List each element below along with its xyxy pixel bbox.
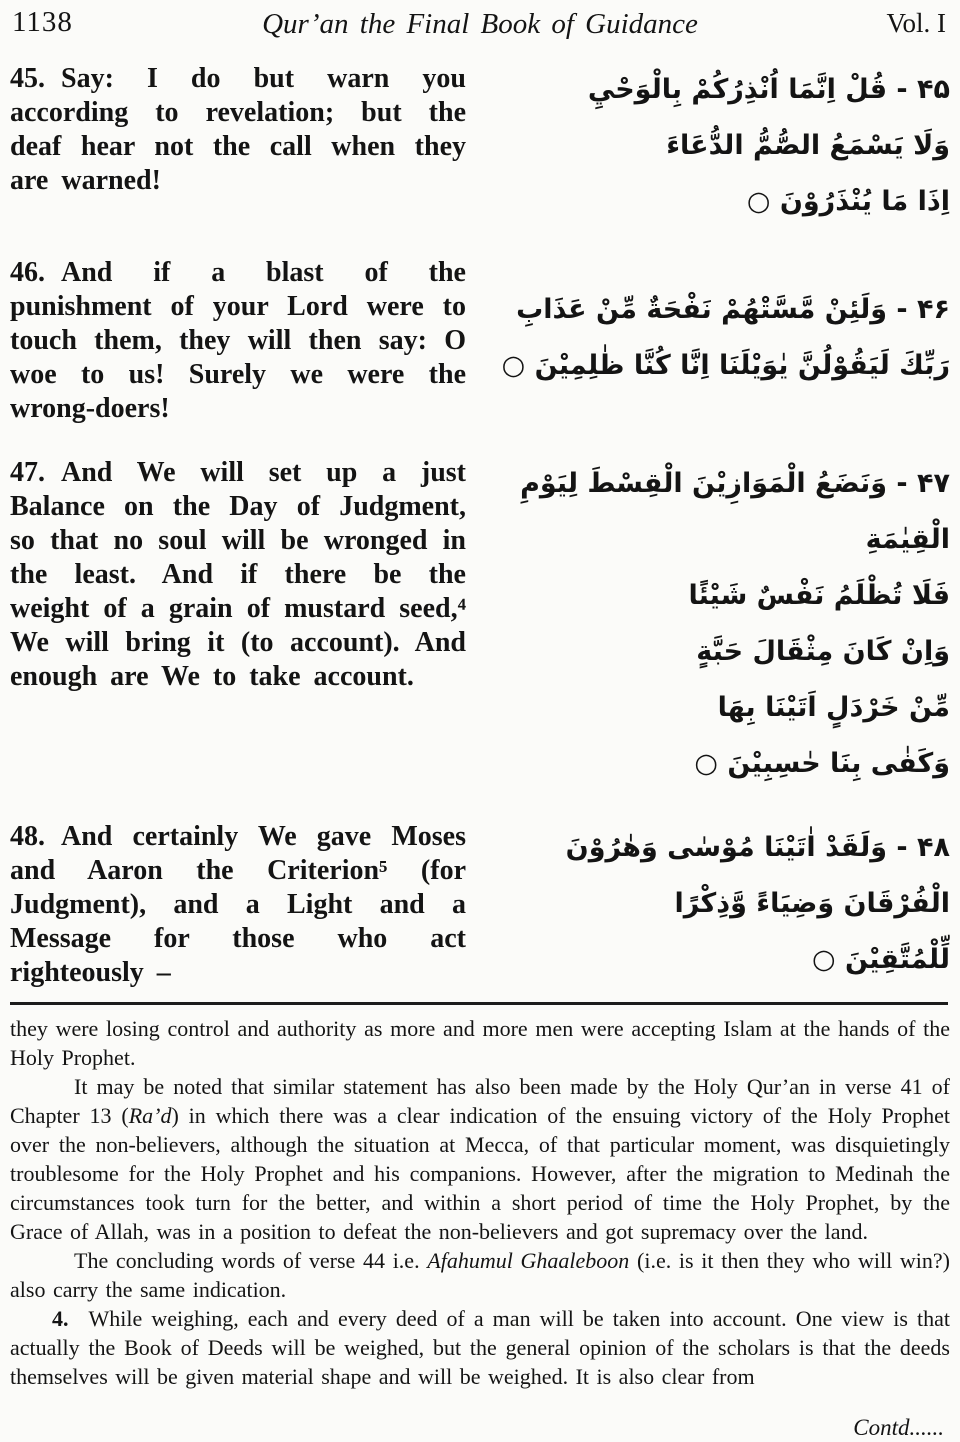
verse-row-48 bbox=[10, 820, 950, 990]
footnote-text: It may be noted that similar statement has also been made by the Holy Qur’an in verse 41 of Chapter 13 ( bbox=[10, 1074, 950, 1128]
arabic-line: ۴۸ - وَلَقَدْ اٰتَيْنَا مُوْسٰى وَهٰرُوْنَ bbox=[565, 832, 950, 863]
verse-row-46 bbox=[10, 256, 950, 426]
footnote-italic-term: Ra’d bbox=[128, 1103, 172, 1128]
footnote-paragraph-noted bbox=[10, 1072, 950, 1246]
verse-47-translation: And We will set up a just Balance on the Day of Judgment, so that no soul will be wronged in the least. And if there be the weight of a grain of mustard seed,⁴ We will bring it (to account). And enough are We to take account. bbox=[10, 457, 466, 692]
verse-48-translation: And certainly We gave Moses and Aaron the Criterion⁵ (for Judgment), and a Light and a Message for those who act righteously – bbox=[10, 821, 466, 988]
volume-label: Vol. I bbox=[886, 8, 946, 38]
arabic-line: ۴۷ - وَنَضَعُ الْمَوَازِيْنَ الْقِسْطَ لِيَوْمِ الْقِيٰمَةِ bbox=[520, 468, 950, 555]
footnote-4-text: While weighing, each and every deed of a man will be taken into account. One view is that actually the Book of Deeds will be weighed, but the general opinion of the scholars is that the deeds themselves will be given material shape and will be weighed. It is also clear from bbox=[10, 1306, 950, 1389]
arabic-line: رَبِّكَ لَيَقُوْلُنَّ يٰوَيْلَنَا اِنَّا كُنَّا ظٰلِمِيْنَ ○ bbox=[501, 350, 950, 381]
arabic-line: مِّنْ خَرْدَلٍ اَتَيْنَا بِهَا bbox=[717, 692, 950, 723]
verse-46-arabic bbox=[482, 282, 950, 394]
arabic-line: لِّلْمُتَّقِيْنَ ○ bbox=[812, 944, 950, 975]
footnote-paragraph-concluding bbox=[10, 1246, 950, 1304]
verse-47-english bbox=[10, 456, 466, 694]
verse-row-47 bbox=[10, 456, 950, 792]
verse-45-arabic bbox=[482, 62, 950, 230]
footnote-text: ) in which there was a clear indication of the ensuing victory of the Holy Prophet over the non-believers, although the situation at Mecca, of that particular moment, was disquietingly troublesome for the Holy Prophet and his companions. However, after the migration to Medinah the circumstances took turn for the better, and within a short period of time the Holy Prophet, by the Grace of Allah, was in a position to defeat the non-believers and got supremacy over the land. bbox=[10, 1103, 950, 1244]
footnote-text: (i.e. is it then they who will win?) also carry the same indication. bbox=[10, 1248, 950, 1302]
verse-row-45 bbox=[10, 62, 950, 230]
verse-47-arabic bbox=[482, 456, 950, 792]
arabic-line: وَلَا يَسْمَعُ الصُّمُّ الدُّعَاءَ bbox=[666, 130, 950, 161]
verse-46-number: 46. bbox=[10, 257, 45, 288]
footnote-continuation: they were losing control and authority as more and more men were accepting Islam at the hands of the Holy Prophet. bbox=[10, 1016, 950, 1070]
arabic-line: ۴۵ - قُلْ اِنَّمَا اُنْذِرُكُمْ بِالْوَحْيِ bbox=[587, 74, 950, 105]
footnote-italic-term: Afahumul Ghaaleboon bbox=[427, 1248, 630, 1273]
verses-section bbox=[10, 62, 950, 990]
arabic-line: وَاِنْ كَانَ مِثْقَالَ حَبَّةٍ bbox=[696, 636, 950, 667]
footnote-separator bbox=[10, 1002, 948, 1005]
continued-label: Contd...... bbox=[853, 1415, 944, 1440]
verse-48-number: 48. bbox=[10, 821, 45, 852]
verse-45-english bbox=[10, 62, 466, 198]
arabic-line: الْفُرْقَانَ وَضِيَاءً وَّذِكْرًا bbox=[674, 888, 950, 919]
page-number: 1138 bbox=[12, 6, 73, 38]
arabic-line: ۴۶ - وَلَئِنْ مَّسَّتْهُمْ نَفْحَةٌ مِّنْ عَذَابِ bbox=[516, 294, 950, 325]
verse-46-english bbox=[10, 256, 466, 426]
page-header bbox=[10, 6, 950, 48]
arabic-line: اِذَا مَا يُنْذَرُوْنَ ○ bbox=[746, 186, 950, 217]
arabic-line: فَلَا تُظْلَمُ نَفْسٌ شَيْئًا bbox=[688, 580, 950, 611]
verse-46-translation: And if a blast of the punishment of your Lord were to touch them, they will then say: O woe to us! Surely we were the wrong-doers! bbox=[10, 257, 466, 424]
arabic-line: وَكَفٰى بِنَا حٰسِبِيْنَ ○ bbox=[694, 748, 950, 779]
verse-48-english bbox=[10, 820, 466, 990]
verse-45-number: 45. bbox=[10, 63, 45, 94]
footnotes-section bbox=[10, 1014, 950, 1442]
footnote-4 bbox=[10, 1304, 950, 1391]
footnote-text: The concluding words of verse 44 i.e. bbox=[74, 1248, 428, 1273]
book-title: Qur’an the Final Book of Guidance bbox=[262, 8, 698, 40]
footnote-4-marker: 4. bbox=[52, 1306, 69, 1331]
verse-47-number: 47. bbox=[10, 457, 45, 488]
verse-45-translation: Say: I do but warn you according to revelation; but the deaf hear not the call when they are warned! bbox=[10, 63, 466, 196]
verse-48-arabic bbox=[482, 820, 950, 988]
